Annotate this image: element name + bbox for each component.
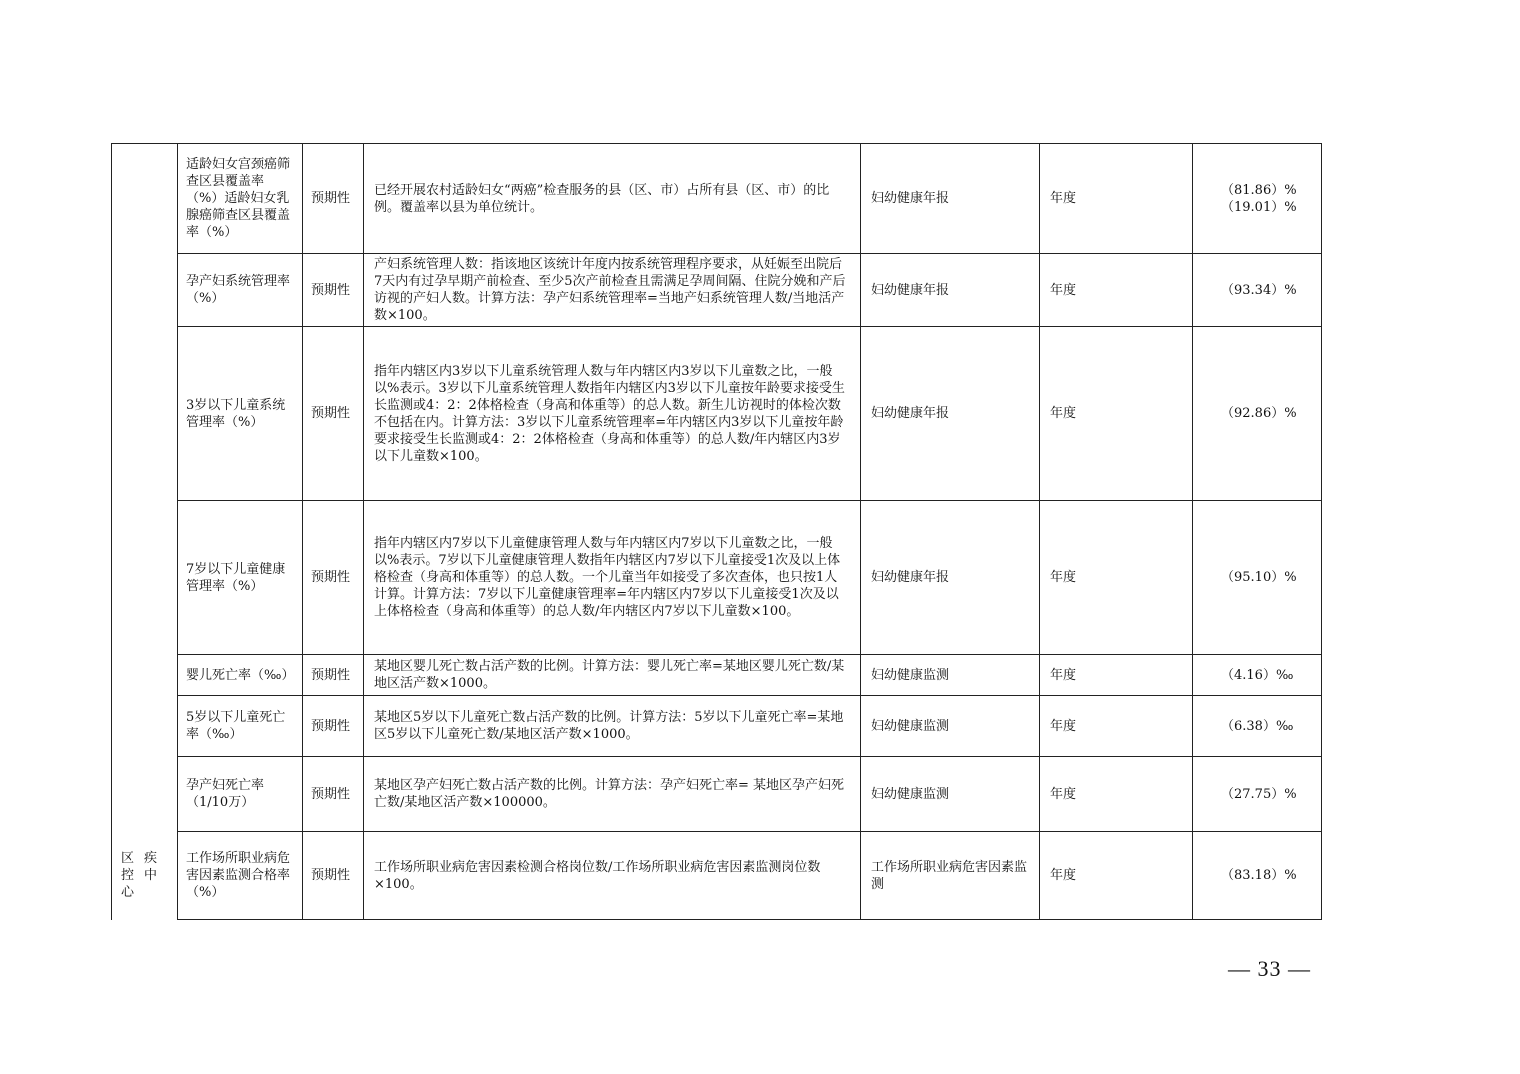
value-line: （4.16）‰ — [1221, 667, 1294, 683]
group-cell — [112, 254, 178, 327]
indicator-definition: 指年内辖区内3岁以下儿童系统管理人数与年内辖区内3岁以下儿童数之比，一般以%表示。3岁以下儿童系统管理人数指年内辖区内3岁以下儿童按年龄要求接受生长监测或4：2：2体格检查（身高和体重等）的总人数。新生儿访视时的体检次数不包括在内。计算方法：3岁以下儿童系统管理率=年内辖区内3岁以下儿童按年龄要求接受生长监测或4：2：2体格检查（身高和体重等）的总人数/年内辖区内3岁以下儿童数×100。 — [364, 327, 861, 501]
indicator-type: 预期性 — [303, 696, 364, 757]
indicator-type: 预期性 — [303, 501, 364, 655]
indicator-source: 妇幼健康监测 — [861, 696, 1040, 757]
value-line: （83.18）% — [1221, 868, 1297, 883]
group-label — [116, 850, 162, 901]
indicator-name: 孕产妇系统管理率（%） — [178, 254, 303, 327]
indicator-frequency: 年度 — [1040, 696, 1193, 757]
indicator-name: 工作场所职业病危害因素监测合格率（%） — [178, 832, 303, 920]
indicator-value — [1193, 696, 1322, 757]
indicator-definition: 工作场所职业病危害因素检测合格岗位数/工作场所职业病危害因素监测岗位数×100。 — [364, 832, 861, 920]
group-cell — [112, 327, 178, 501]
value-line: （27.75）% — [1221, 786, 1297, 802]
group-cell — [112, 832, 178, 920]
group-cell — [112, 144, 178, 254]
indicator-type: 预期性 — [303, 254, 364, 327]
indicator-frequency: 年度 — [1040, 327, 1193, 501]
group-cell — [112, 757, 178, 832]
group-cell — [112, 655, 178, 696]
indicator-value — [1193, 501, 1322, 655]
indicator-value — [1193, 757, 1322, 832]
page-number: — 33 — — [1228, 956, 1311, 981]
indicator-definition: 已经开展农村适龄妇女“两癌”检查服务的县（区、市）占所有县（区、市）的比例。覆盖率以县为单位统计。 — [364, 144, 861, 254]
indicator-frequency: 年度 — [1040, 254, 1193, 327]
indicator-frequency: 年度 — [1040, 832, 1193, 920]
indicator-name: 5岁以下儿童死亡率（‰） — [178, 696, 303, 757]
indicator-type: 预期性 — [303, 655, 364, 696]
indicator-value — [1193, 254, 1322, 327]
indicator-definition: 某地区5岁以下儿童死亡数占活产数的比例。计算方法：5岁以下儿童死亡率=某地区5岁以下儿童死亡数/某地区活产数×1000。 — [364, 696, 861, 757]
indicator-name: 7岁以下儿童健康管理率（%） — [178, 501, 303, 655]
indicator-value — [1193, 327, 1322, 501]
table-row — [112, 254, 1322, 327]
indicator-frequency: 年度 — [1040, 501, 1193, 655]
indicator-type: 预期性 — [303, 327, 364, 501]
indicator-source: 妇幼健康监测 — [861, 655, 1040, 696]
indicator-type: 预期性 — [303, 757, 364, 832]
indicator-type: 预期性 — [303, 144, 364, 254]
group-label-char: 心 — [120, 885, 134, 900]
value-line: （92.86）% — [1221, 406, 1297, 421]
indicator-definition: 某地区婴儿死亡数占活产数的比例。计算方法：婴儿死亡率=某地区婴儿死亡数/某地区活产数×1000。 — [364, 655, 861, 696]
indicator-source: 妇幼健康年报 — [861, 254, 1040, 327]
indicator-source: 妇幼健康年报 — [861, 327, 1040, 501]
value-line: （19.01）% — [1221, 199, 1297, 215]
indicator-source: 妇幼健康年报 — [861, 501, 1040, 655]
indicator-name: 3岁以下儿童系统管理率（%） — [178, 327, 303, 501]
group-cell — [112, 501, 178, 655]
indicator-definition: 指年内辖区内7岁以下儿童健康管理人数与年内辖区内7岁以下儿童数之比，一般以%表示。7岁以下儿童健康管理人数指年内辖区内7岁以下儿童接受1次及以上体格检查（身高和体重等）的总人数。一个儿童当年如接受了多次查体，也只按1人计算。计算方法：7岁以下儿童健康管理率=年内辖区内7岁以下儿童接受1次及以上体格检查（身高和体重等）的总人数/年内辖区内7岁以下儿童数×100。 — [364, 501, 861, 655]
indicator-name: 婴儿死亡率（‰） — [178, 655, 303, 696]
indicator-type: 预期性 — [303, 832, 364, 920]
group-cell — [112, 696, 178, 757]
value-line: （81.86）% — [1221, 182, 1297, 198]
indicator-name: 适龄妇女宫颈癌筛查区县覆盖率（%）适龄妇女乳腺癌筛查区县覆盖率（%） — [178, 144, 303, 254]
indicator-frequency: 年度 — [1040, 757, 1193, 832]
value-line: （6.38）‰ — [1221, 718, 1294, 734]
indicator-definition: 某地区孕产妇死亡数占活产数的比例。计算方法：孕产妇死亡率= 某地区孕产妇死亡数/某地区活产数×100000。 — [364, 757, 861, 832]
indicator-table — [111, 143, 1322, 920]
value-line: （95.10）% — [1221, 570, 1297, 585]
indicator-source: 妇幼健康监测 — [861, 757, 1040, 832]
group-label-char: 疾 — [143, 851, 157, 866]
table-row — [112, 144, 1322, 254]
indicator-frequency: 年度 — [1040, 144, 1193, 254]
indicator-value — [1193, 832, 1322, 920]
table-row — [112, 832, 1322, 920]
value-line: （93.34）% — [1221, 282, 1297, 298]
indicator-name: 孕产妇死亡率（1/10万） — [178, 757, 303, 832]
group-label-char: 区 — [120, 851, 134, 866]
indicator-value — [1193, 144, 1322, 254]
group-label-char: 中 — [143, 868, 157, 883]
table-row — [112, 327, 1322, 501]
indicator-source: 工作场所职业病危害因素监测 — [861, 832, 1040, 920]
indicator-definition: 产妇系统管理人数：指该地区该统计年度内按系统管理程序要求，从妊娠至出院后7天内有过孕早期产前检查、至少5次产前检查且需满足孕周间隔、住院分娩和产后访视的产妇人数。计算方法：孕产妇系统管理率=当地产妇系统管理人数/当地活产数×100。 — [364, 254, 861, 327]
indicator-source: 妇幼健康年报 — [861, 144, 1040, 254]
table-row — [112, 696, 1322, 757]
table-row — [112, 757, 1322, 832]
indicator-value — [1193, 655, 1322, 696]
group-label-char: 控 — [120, 868, 134, 883]
table-row — [112, 655, 1322, 696]
table-row — [112, 501, 1322, 655]
indicator-frequency: 年度 — [1040, 655, 1193, 696]
